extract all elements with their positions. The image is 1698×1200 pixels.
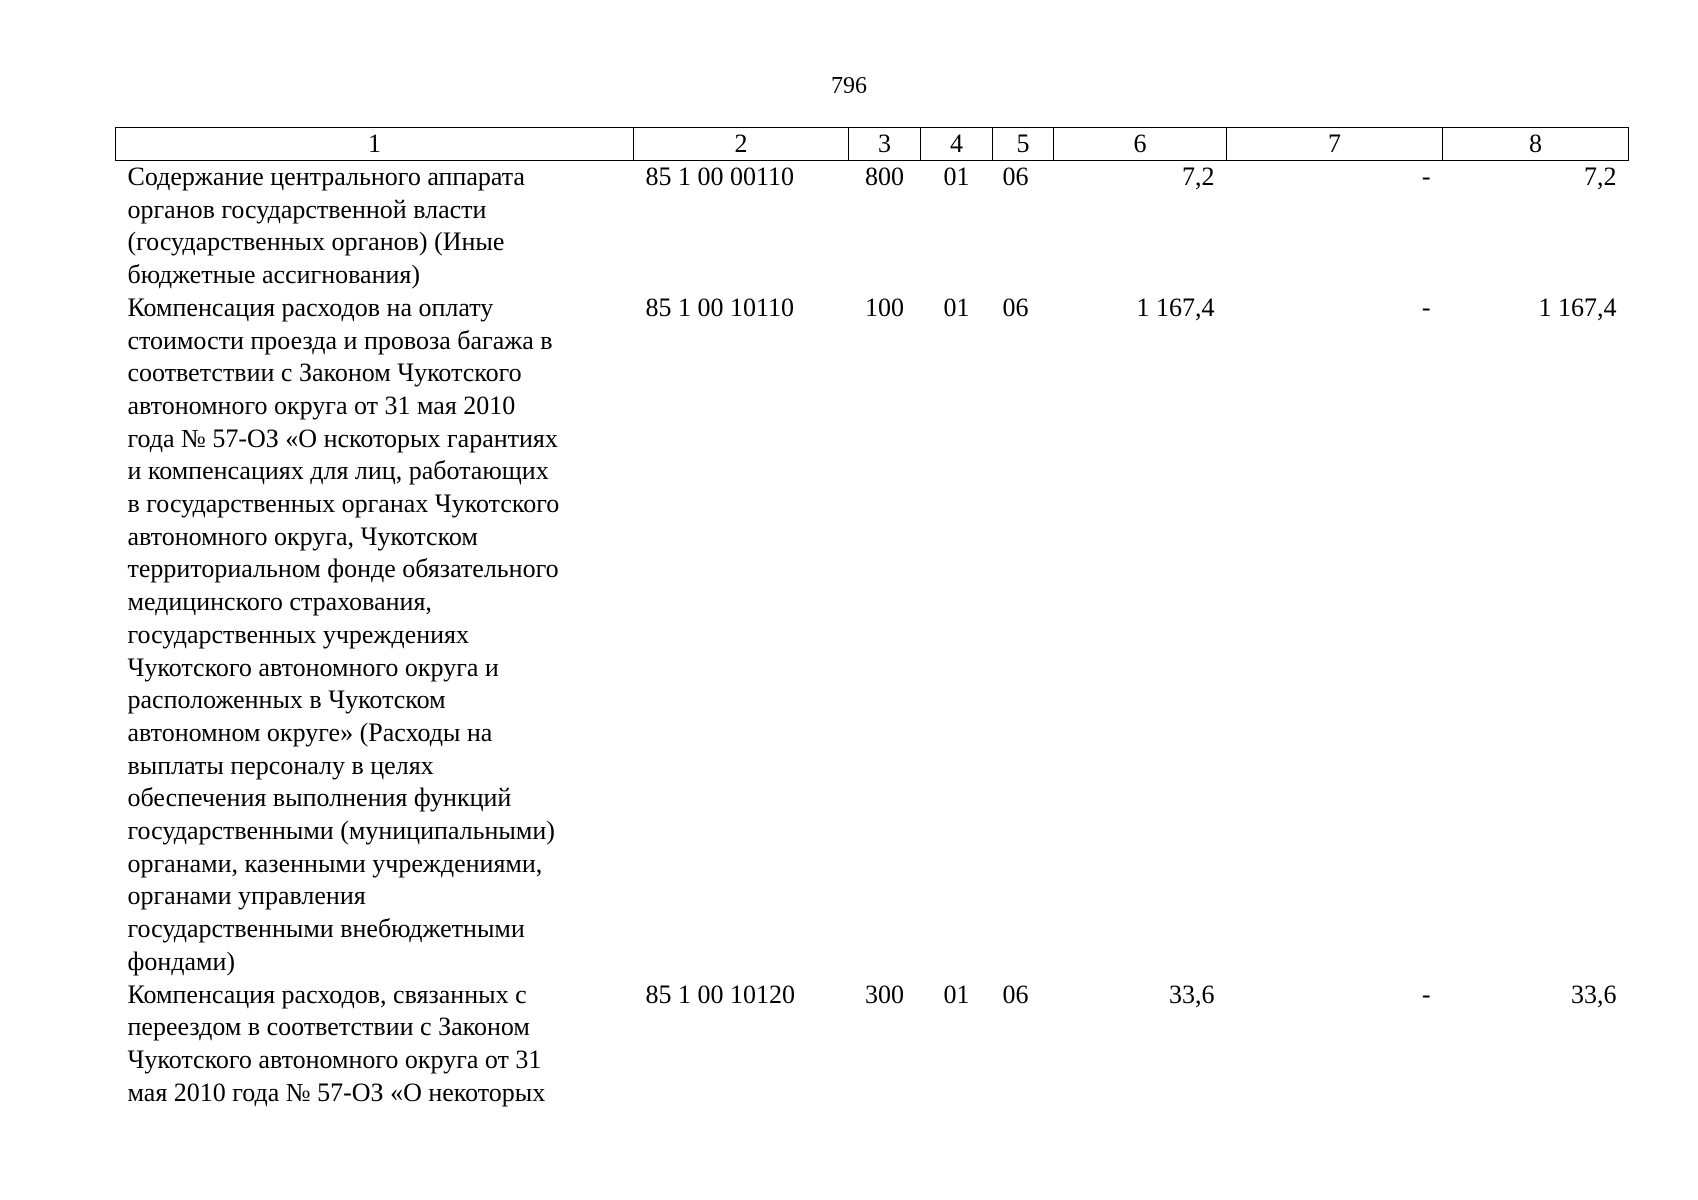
- row-expense-type: 100: [865, 292, 904, 322]
- description-line: Компенсация расходов, связанных с: [127, 979, 527, 1009]
- row-col7-value: -: [1421, 162, 1431, 191]
- header-col-1: 1: [116, 128, 634, 161]
- description-line: территориальном фонде обязательного: [127, 554, 559, 584]
- budget-table: [115, 127, 1629, 1109]
- row-col6-value: 1 167,4: [1136, 292, 1215, 322]
- description-line: выплаты персоналу в целях: [127, 750, 434, 780]
- page-number: 796: [831, 73, 867, 99]
- header-col-4: 4: [921, 128, 993, 161]
- row-description: [116, 979, 634, 1110]
- header-col-2: 2: [634, 128, 849, 161]
- description-line: стоимости проезда и провоза багажа в: [127, 325, 553, 355]
- description-line: государственных учреждениях: [127, 619, 469, 649]
- table-row: [116, 979, 1629, 1110]
- row-col6-value: 33,6: [1169, 979, 1215, 1009]
- row-subsection: 06: [1002, 979, 1029, 1009]
- row-expense-type: 300: [865, 979, 904, 1009]
- row-col7-value: -: [1421, 292, 1431, 322]
- description-line: переездом в соответствии с Законом: [127, 1012, 530, 1042]
- row-target-code: 85 1 00 10120: [645, 979, 795, 1009]
- row-subsection: 06: [1002, 292, 1029, 322]
- row-col6-value: 7,2: [1182, 162, 1215, 191]
- table-row: [116, 161, 1629, 292]
- row-col7-value: -: [1421, 979, 1431, 1009]
- description-line: Чукотского автономного округа от 31: [127, 1044, 542, 1074]
- header-col-7: 7: [1227, 128, 1443, 161]
- row-subsection: 06: [1002, 162, 1029, 191]
- table-row: [116, 292, 1629, 979]
- description-line: Содержание центрального аппарата: [127, 162, 525, 191]
- description-line: года № 57-ОЗ «О нскоторых гарантиях: [127, 423, 558, 453]
- description-line: соответствии с Законом Чукотского: [127, 358, 522, 388]
- description-line: обеспечения выполнения функций: [127, 783, 512, 813]
- description-line: автономном округе» (Расходы на: [127, 717, 493, 747]
- row-section: 01: [943, 162, 970, 191]
- row-section: 01: [943, 292, 970, 322]
- description-line: органами, казенными учреждениями,: [127, 848, 543, 878]
- description-line: автономного округа от 31 мая 2010: [127, 390, 516, 420]
- description-line: расположенных в Чукотском: [127, 685, 446, 715]
- description-line: фондами): [127, 946, 236, 976]
- row-description: [116, 161, 634, 292]
- description-line: органами управления: [127, 881, 366, 911]
- description-line: бюджетные ассигнования): [127, 260, 421, 290]
- description-line: государственными внебюджетными: [127, 914, 525, 944]
- header-col-8: 8: [1443, 128, 1629, 161]
- row-expense-type: 800: [865, 162, 904, 191]
- row-col8-value: 1 167,4: [1538, 292, 1617, 322]
- description-line: в государственных органах Чукотского: [127, 489, 560, 519]
- table-header: [116, 128, 1629, 161]
- description-line: медицинского страхования,: [127, 587, 432, 617]
- table-body: [116, 161, 1629, 1110]
- description-line: автономного округа, Чукотском: [127, 521, 478, 551]
- description-line: мая 2010 года № 57-ОЗ «О некоторых: [127, 1077, 546, 1107]
- row-col8-value: 7,2: [1584, 162, 1617, 191]
- description-line: (государственных органов) (Иные: [127, 227, 505, 257]
- description-line: государственными (муниципальными): [127, 816, 555, 846]
- row-section: 01: [943, 979, 970, 1009]
- description-line: и компенсациях для лиц, работающих: [127, 456, 549, 486]
- description-line: Компенсация расходов на оплату: [127, 292, 494, 322]
- row-target-code: 85 1 00 00110: [645, 162, 795, 191]
- row-col8-value: 33,6: [1571, 979, 1617, 1009]
- header-col-3: 3: [849, 128, 921, 161]
- description-line: органов государственной власти: [127, 194, 487, 224]
- header-col-6: 6: [1054, 128, 1227, 161]
- row-target-code: 85 1 00 10110: [645, 292, 795, 322]
- header-col-5: 5: [993, 128, 1054, 161]
- description-line: Чукотского автономного округа и: [127, 652, 499, 682]
- row-description: [116, 292, 634, 979]
- header-row: [116, 128, 1629, 161]
